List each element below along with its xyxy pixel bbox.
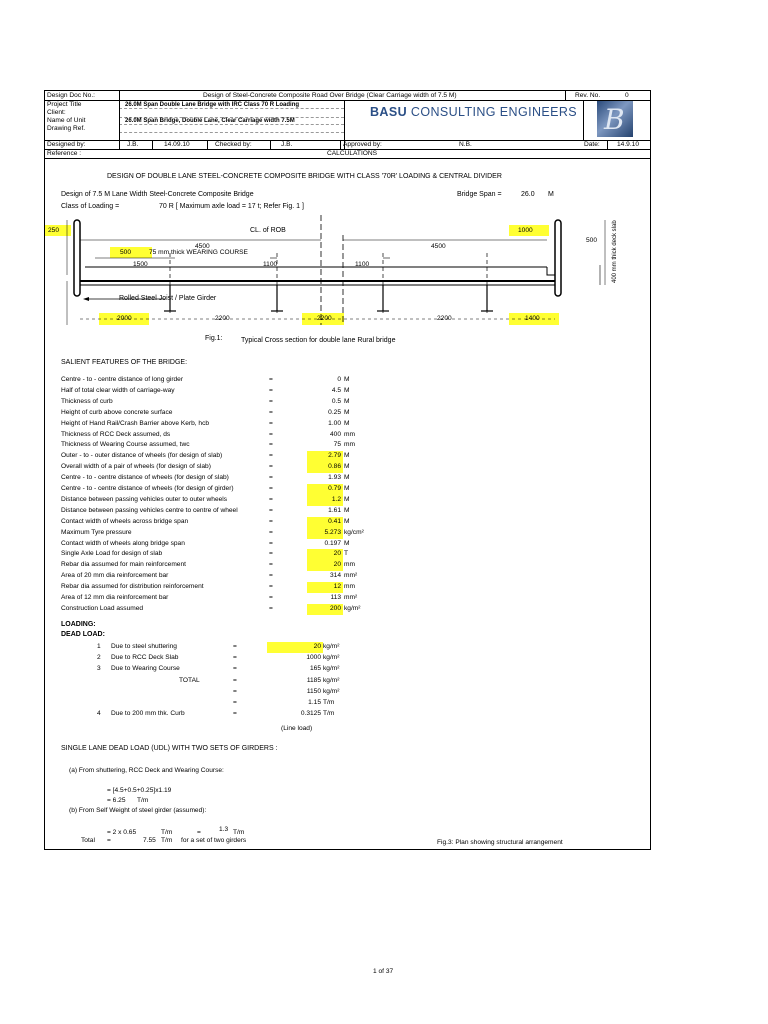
company-logo: B [597,101,633,137]
total-eq: = [107,837,111,844]
feature-value: 1.00 [328,419,341,427]
left-railing [74,220,80,296]
feature-equals: = [269,386,273,394]
client-label: Client: [47,109,66,116]
formula-b-unit2: T/m [233,829,245,836]
page-number: 1 of 37 [373,968,394,975]
feature-unit: mm [344,441,355,449]
cl-rob-label: CL. of ROB [250,227,286,234]
deck-slab-label: 400 mm thick deck slab [612,220,618,283]
dead-load-value: 1185 [306,676,321,684]
feature-unit: M [344,463,350,471]
dead-load-unit: kg/m² [323,643,340,650]
project-title-value: 26.0M Span Double Lane Bridge with IRC Class 70 R Loading [125,102,300,108]
date-label: Date: [584,141,600,148]
dead-load-value: 1000 [306,654,321,662]
feature-value: 200 [329,604,341,612]
feature-label: Overall width of a pair of wheels (for design of slab) [61,463,211,471]
feature-value: 0.197 [324,539,341,547]
feature-value: 1.93 [328,474,341,482]
dead-load-heading: DEAD LOAD: [61,631,105,638]
feature-equals: = [269,528,273,536]
feature-equals: = [269,517,273,525]
feature-label: Maximum Tyre pressure [61,528,132,536]
feature-label: Area of 12 mm dia reinforcement bar [61,594,169,601]
feature-value: 20 [333,561,341,569]
feature-label: Construction Load assumed [61,604,144,612]
approved-by-label: Approved by: [343,141,382,148]
feature-unit: mm [344,583,355,591]
right-kerb [547,267,555,275]
company-name: BASU CONSULTING ENGINEERS [370,105,578,119]
part-a-label: (a) From shuttering, RCC Deck and Wearing Course: [69,767,224,774]
feature-unit: mm [344,561,355,569]
dead-load-unit: T/m [323,710,335,718]
date-value: 14.9.10 [617,141,639,148]
feature-value: 0.41 [328,517,341,525]
cross-section-drawing [45,215,650,355]
loading-heading: LOADING: [61,621,96,628]
dim-4500-right: 4500 [431,243,446,250]
feature-label: Rebar dia assumed for distribution reinforcement [61,583,204,591]
feature-equals: = [269,604,273,612]
feature-value: 0.79 [328,485,341,492]
design-date: 14.09.10 [164,141,190,148]
formula-b-lhs: = 2 x 0.65 [107,829,137,836]
fig3-caption: Fig.3: Plan showing structural arrangement [437,839,563,846]
single-lane-heading: SINGLE LANE DEAD LOAD (UDL) WITH TWO SETS OF GIRDERS : [61,745,278,752]
feature-unit: M [344,485,350,492]
feature-equals: = [269,539,273,547]
dead-load-label: Due to Wearing Course [111,665,180,673]
dim-2200-c: 2200 [437,315,452,322]
feature-value: 20 [333,550,341,558]
rev-label: Rev. No. [575,92,601,99]
design-title: DESIGN OF DOUBLE LANE STEEL-CONCRETE COMPOSITE BRIDGE WITH CLASS '70R' LOADING & CENTRAL DIVIDER [107,173,502,180]
feature-equals: = [269,550,273,558]
dead-load-number: 4 [97,710,101,718]
feature-unit: M [344,419,350,427]
feature-label: Thickness of Wearing Course assumed, twc [61,441,190,449]
design-of-line: Design of 7.5 M Lane Width Steel-Concrete Composite Bridge [61,191,254,198]
feature-unit: M [344,539,350,547]
feature-label: Area of 20 mm dia reinforcement bar [61,572,169,580]
designed-by-label: Designed by: [47,141,86,148]
dead-load-unit: kg/m² [323,665,340,673]
formula-a2: = 6.25 [107,797,126,804]
dim-1500: 1500 [133,261,148,268]
approved-by-value: N.B. [459,141,472,148]
formula-b-value: 1.3 [219,826,229,833]
feature-value: 400 [329,430,341,438]
formula-a1: = [4.5+0.5+0.25]x1.19 [107,787,172,794]
dim-1400: 1400 [525,315,540,322]
feature-label: Outer - to - outer distance of wheels (for design of slab) [61,452,223,460]
feature-equals: = [269,495,273,503]
feature-unit: M [344,452,350,460]
bridge-span-unit: M [548,191,554,198]
feature-unit: M [344,408,350,416]
feature-equals: = [269,441,273,449]
feature-value: 4.5 [331,386,341,394]
feature-unit: T [344,550,349,558]
feature-label: Thickness of RCC Deck assumed, ds [61,430,171,438]
feature-unit: M [344,397,350,405]
feature-unit: M [344,386,350,394]
project-title-label: Project Title [47,101,82,108]
bridge-span-label: Bridge Span = [457,191,502,198]
formula-b-eq: = [197,829,201,836]
dead-load-equals: = [233,676,237,684]
feature-equals: = [269,485,273,492]
feature-label: Height of Hand Rail/Crash Barrier above Kerb, hcb [61,419,210,427]
doc-title: Design of Steel-Concrete Composite Road Over Bridge (Clear Carriage width of 7.5 M) [203,92,457,99]
unit-value: 26.0M Span Bridge, Double Lane, Clear Carriage width 7.5M [125,118,295,124]
dead-load-equals: = [233,699,237,706]
salient-heading: SALIENT FEATURES OF THE BRIDGE: [61,359,188,366]
formula-a2-unit: T/m [137,797,149,804]
checked-by-label: Checked by: [215,141,252,148]
feature-label: Centre - to - centre distance of wheels (for design of slab) [61,474,229,482]
feature-label: Contact width of wheels along bridge span [61,539,185,547]
feature-equals: = [269,463,273,471]
feature-equals: = [269,419,273,427]
feature-equals: = [269,408,273,416]
title-block [45,91,650,167]
dead-load-equals: = [233,654,237,662]
dead-load-value: 0.3125 [300,710,321,718]
feature-value: 0.5 [331,397,341,405]
feature-label: Height of curb above concrete surface [61,408,173,416]
dead-load-unit: kg/m² [323,676,340,684]
feature-equals: = [269,376,273,383]
feature-label: Contact width of wheels across bridge span [61,517,189,525]
dead-load-equals: = [233,665,237,673]
feature-label: Distance between passing vehicles outer to outer wheels [61,495,228,503]
drawing-ref-label: Drawing Ref. [47,125,86,132]
dead-load-unit: T/m [323,699,335,706]
designed-by-value: J.B. [127,141,139,148]
feature-equals: = [269,397,273,405]
feature-unit: mm [344,430,355,438]
feature-label: Centre - to - centre distance of long girder [61,376,184,383]
total-label: Total [81,837,95,844]
feature-label: Half of total clear width of carriage-way [61,386,175,394]
dead-load-number: 1 [97,643,101,650]
formula-b-unit1: T/m [161,829,173,836]
feature-unit: kg/m² [344,604,361,612]
feature-label: Centre - to - centre distance of wheels (for design of girder) [61,485,234,492]
calculation-sheet [44,90,651,850]
feature-equals: = [269,583,273,591]
feature-unit: kg/cm² [344,528,364,536]
class-of-loading-value: 70 R [ Maximum axle load = 17 t; Refer Fig. 1 ] [159,203,304,210]
dim-2200-b: 2200 [317,315,332,322]
feature-value: 113 [330,594,341,601]
feature-equals: = [269,572,273,580]
feature-value: 2.79 [328,452,341,460]
dead-load-equals: = [233,643,237,650]
dead-load-equals: = [233,710,237,718]
rev-value: 0 [625,92,629,99]
dead-load-list [45,643,650,723]
feature-equals: = [269,430,273,438]
part-b-label: (b) From Self Weight of steel girder (assumed): [69,807,207,814]
dead-load-value: 1.15 [308,699,321,706]
design-doc-label: Design Doc No.: [47,92,96,99]
feature-unit: M [344,495,350,503]
checked-by-value: J.B. [281,141,293,148]
feature-value: 0.25 [328,408,341,416]
feature-value: 314 [329,572,341,580]
feature-equals: = [269,594,273,601]
dead-load-unit: kg/m² [323,687,340,695]
total-value: 7.55 [143,837,156,844]
cross-section-figure [45,215,650,355]
feature-value: 1.61 [328,506,341,514]
feature-value: 1.2 [331,495,341,503]
calculations-label: CALCULATIONS [327,150,378,157]
dead-load-label: TOTAL [179,676,200,684]
feature-unit: mm² [344,572,358,580]
dim-1100-b: 1100 [355,261,370,268]
dead-load-value: 20 [313,643,321,650]
dead-load-number: 2 [97,654,101,662]
fig1-caption: Typical Cross section for double lane Rural bridge [241,337,396,344]
dim-1000: 1000 [518,227,533,234]
dim-500-right: 500 [586,237,598,244]
dim-2000: 2000 [117,315,132,322]
feature-value: 75 [333,441,341,449]
dead-load-label: Due to 200 mm thk. Curb [111,710,185,718]
feature-equals: = [269,452,273,460]
dead-load-value: 1150 [306,687,321,695]
feature-label: Thickness of curb [61,397,113,405]
reference-label: Reference : [47,150,82,157]
dead-load-unit: kg/m² [323,654,340,662]
feature-unit: M [344,517,350,525]
feature-equals: = [269,474,273,482]
feature-unit: mm² [344,594,358,601]
dead-load-number: 3 [97,665,101,673]
dim-250: 250 [48,227,60,234]
total-unit: T/m [161,837,173,844]
feature-label: Rebar dia assumed for main reinforcement [61,561,186,569]
class-of-loading-label: Class of Loading = [61,203,120,210]
feature-unit: M [344,506,350,514]
dim-500: 500 [120,249,132,256]
line-load-note: (Line load) [281,725,313,732]
dead-load-equals: = [233,687,237,695]
wearing-course-label: 75 mm thick WEARING COURSE [149,249,248,256]
feature-unit: M [344,376,350,383]
unit-label: Name of Unit [47,117,86,124]
total-note: for a set of two girders [181,837,247,844]
dead-load-label: Due to RCC Deck Slab [111,654,179,662]
rolled-steel-label: Rolled Steel Joist / Plate Girder [119,295,217,302]
feature-value: 5.273 [324,528,341,536]
bridge-span-value: 26.0 [521,191,535,198]
feature-equals: = [269,561,273,569]
feature-equals: = [269,506,273,514]
dead-load-value: 165 [309,665,321,673]
feature-label: Single Axle Load for design of slab [61,550,163,558]
dim-4500-left: 4500 [195,243,210,250]
dead-load-label: Due to steel shuttering [111,643,177,650]
feature-label: Distance between passing vehicles centre to centre of wheel [61,506,238,514]
feature-unit: M [344,474,350,482]
right-railing [555,220,561,296]
salient-features-list [45,376,650,616]
fig1-label: Fig.1: [205,335,223,342]
feature-value: 0 [337,376,341,383]
dim-2200-a: 2200 [215,315,230,322]
dim-1100-a: 1100 [263,261,278,268]
feature-value: 12 [333,583,341,591]
feature-value: 0.86 [328,463,341,471]
